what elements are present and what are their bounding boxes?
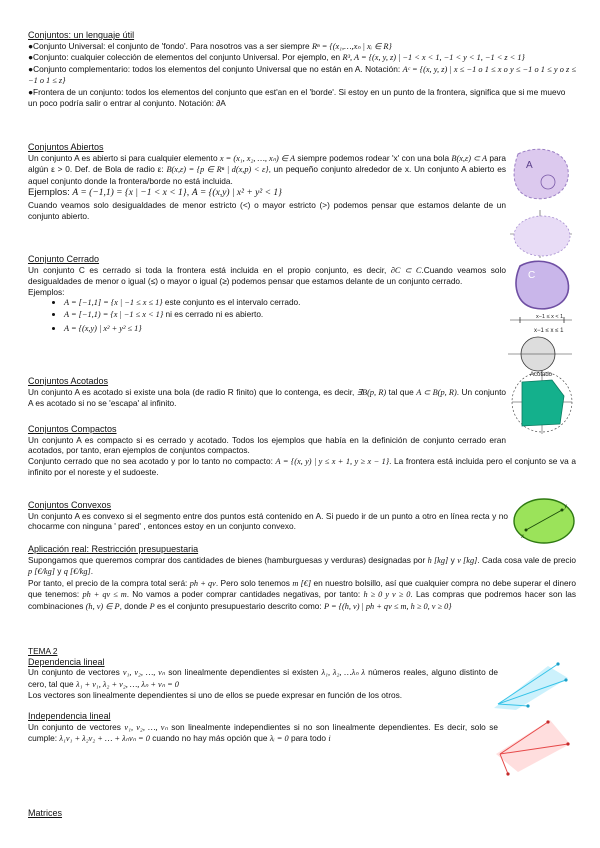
independencia-def	[28, 722, 498, 745]
abiertos-nota: Cuando veamos solo desigualdades de menor estricto (<) o mayor estricto (>) podemos pensar que estamos delante de un conjunto abierto.	[28, 200, 506, 221]
aplicacion-p2	[28, 578, 576, 613]
aplicacion-text-4: y	[57, 566, 62, 577]
aplicacion-text-5: .	[90, 566, 94, 577]
ind-text-1: Un conjunto de vectores	[28, 721, 121, 732]
figure-interval-label-2: x−1 ≤ x < 1	[536, 314, 564, 320]
abiertos-ejemplos-sep: ,	[186, 187, 190, 199]
formula-nonnegative: h ≥ 0 y v ≥ 0	[363, 590, 411, 600]
formula-conjunto: R³, A = {(x, y, z) | −1 < x < 1, −1 < y < 1, −1 < z < 1}	[342, 53, 525, 63]
formula-vectors-2: v₁, v₂, …, vₙ	[124, 722, 168, 732]
abiertos-ejemplos	[28, 186, 506, 200]
heading-compactos: Conjuntos Compactos	[28, 424, 117, 434]
figure-closed-intervals	[506, 310, 574, 372]
section-aplicacion	[28, 544, 576, 613]
formula-complementario: Aᶜ = {(x, y, z) | x ≤ −1 o 1 ≤ x o y ≤ −1 o 1 ≤ y o z ≤ −1 o 1 ≤ z}	[28, 64, 576, 86]
abiertos-text-5: , un	[268, 164, 283, 175]
aplicacion-text-7: . Pero solo tenemos	[215, 577, 290, 588]
formula-price-p: p [€/kg]	[28, 567, 55, 577]
formula-v-kg: v [kg]	[457, 555, 478, 565]
abiertos-text-3: con una bola	[401, 152, 450, 163]
section-compactos	[28, 424, 576, 478]
heading-independencia: Independencia lineal	[28, 710, 111, 721]
section-intro	[28, 30, 576, 108]
formula-ball-def: B(x,ε) = {p ∈ Rⁿ | d(x,p) < ε}	[166, 165, 269, 175]
acotados-text-1: Un conjunto A es acotado si existe una bola (de radio R finito) que lo contenga, es decir,	[28, 386, 355, 397]
list-item	[64, 297, 506, 309]
formula-h-kg: h [kg]	[427, 555, 449, 565]
heading-acotados: Conjuntos Acotados	[28, 376, 109, 386]
formula-budget-constraint: ph + qv ≤ m	[82, 590, 127, 600]
formula-exists-ball: ∃B(p, R)	[356, 387, 387, 397]
figure-closed-set-label: C	[528, 270, 536, 281]
def-conjunto-text: ●Conjunto: cualquier colección de elementos del conjunto Universal. Por ejemplo, en	[28, 52, 341, 63]
section-cerrado	[28, 254, 506, 336]
figure-independent-vectors	[488, 714, 572, 776]
formula-lambdas: λ₁, λ₂, …λₙ λ	[321, 668, 365, 678]
aplicacion-text-12: es el conjunto presupuestario descrito como:	[157, 600, 322, 611]
figure-dependent-vectors	[488, 656, 572, 712]
ind-text-2: son linealmente independientes si no son linealmente dependientes. Es decir, solo se cumple:	[28, 721, 499, 744]
aplicacion-p1	[28, 555, 576, 578]
ind-text-4: para todo	[290, 733, 327, 744]
dep-text-3: números reales, alguno distinto de cero, tal que	[28, 667, 498, 689]
aplicacion-text-10: . Las compras que podremos hacer son las combinaciones	[28, 589, 577, 611]
list-item	[64, 321, 506, 336]
dep-text-2: son linealmente dependientes si existen	[168, 667, 319, 678]
abiertos-text-4: para algún ε > 0. Def. de Bola de radio ε:	[28, 152, 506, 175]
figure-convex-x: x	[521, 532, 525, 540]
figure-bounded-label: Acotado	[530, 372, 553, 378]
def-conjunto	[28, 52, 576, 64]
section-convexos	[28, 500, 508, 532]
convexos-def: Un conjunto A es convexo si el segmento entre dos puntos está contenido en A. Si puedo ir de un punto a otro en línea recta y no chocarme con ninguna ' pared' , entonces estoy en un conjunto convexo.	[28, 510, 508, 532]
formula-lambda-zero: λᵢ = 0	[269, 734, 289, 744]
abiertos-text-1: Un conjunto A es abierto si para cualquier elemento	[28, 152, 218, 163]
formula-price-q: q [€/kg]	[63, 567, 91, 577]
aplicacion-text-6: Por tanto, el precio de la compra total será:	[28, 577, 188, 588]
acotados-text-2: tal que	[388, 386, 414, 397]
cerrado-examples-list	[28, 297, 506, 335]
acotados-text-3: . Un conjunto A es acotado si no se 'escapa' al infinito.	[28, 386, 507, 409]
list-item	[64, 309, 506, 321]
cerrado-item-text: ni es cerrado ni es abierto.	[163, 308, 264, 319]
formula-budget-set: P = {(h, v) | ph + qv ≤ m, h ≥ 0, v ≥ 0}	[323, 601, 452, 611]
def-complementario-text: ●Conjunto complementario: todos los elementos del conjunto Universal que no están en A. Notación:	[28, 63, 401, 74]
def-frontera: ●Frontera de un conjunto: todos los elementos del conjunto que est'an en el 'borde'. Si estoy en un punto de la frontera, significa que si me muevo un poco podría salir o entrar al conjunto. Notación: ∂A	[28, 86, 566, 108]
heading-dependencia: Dependencia lineal	[28, 656, 105, 667]
heading-aplicacion: Aplicación real: Restricción presupuestaria	[28, 544, 199, 554]
formula-closed-disk: A = {(x,y) | x² + y² ≤ 1}	[64, 323, 142, 333]
heading-tema2: TEMA 2	[28, 646, 58, 656]
figure-interval-label: x−1 ≤ x ≤ 1	[534, 328, 564, 334]
heading-conjuntos: Conjuntos: un lenguaje útil	[28, 30, 135, 40]
figure-closed-set	[512, 256, 574, 314]
figure-open-set-label: A	[526, 160, 533, 171]
section-tema2	[28, 646, 498, 745]
cerrado-item-text: este conjunto es el intervalo cerrado.	[162, 297, 301, 308]
cerrado-text-2: .Cuando veamos solo desigualdades de menor o igual (≤) o mayor o igual (≥) podemos pensar que estamos delante de un conjunto cerrado.	[28, 264, 506, 287]
heading-convexos: Conjuntos Convexos	[28, 500, 112, 510]
formula-dependence: λ₁ + v₁, λ₂ + v₂, …, λₙ + vₙ = 0	[75, 679, 179, 689]
aplicacion-text-11: , donde	[119, 600, 148, 611]
figure-bounded-set	[508, 366, 574, 436]
formula-vectors: v₁, v₂, …, vₙ	[122, 668, 166, 678]
abiertos-text-6: pequeño conjunto alrededor de x. Un conjunto A abierto es aquel conjunto donde la frontera/borde no está incluida.	[28, 164, 506, 186]
formula-hv-in-p: (h, v) ∈ P	[85, 601, 120, 611]
figure-open-set	[508, 146, 574, 206]
heading-cerrado: Conjunto Cerrado	[28, 254, 100, 264]
abiertos-text-2: siempre podemos rodear 'x'	[297, 152, 400, 163]
formula-ball-subset: B(x,ε) ⊂ A	[451, 153, 488, 163]
dependencia-def	[28, 667, 498, 690]
compactos-def: Un conjunto A es compacto si es cerrado y acotado. Todos los ejemplos que había en la definición de conjunto cerrado eran acotados, por tanto, eran ejemplos de conjuntos compactos.	[28, 434, 506, 456]
aplicacion-text-1: Supongamos que queremos comprar dos cantidades de bienes (hamburguesas y verduras) designadas por	[28, 554, 426, 565]
figure-convex-set	[512, 496, 576, 546]
formula-x-in-a: x = (x₁, x₂, …, xₙ) ∈ A	[219, 153, 296, 163]
spacer	[28, 701, 498, 711]
aplicacion-text-3: . Cada cosa vale de precio	[477, 554, 577, 565]
formula-a-subset-ball: A ⊂ B(p, R)	[416, 387, 457, 397]
abiertos-def	[28, 153, 506, 187]
aplicacion-text-8: en nuestro bolsillo, así que cualquier compra no debe superar el dinero que tenemos:	[28, 577, 576, 600]
figure-open-disk	[506, 208, 574, 260]
dep-text-1: Un conjunto de vectores	[28, 667, 120, 678]
section-acotados	[28, 376, 506, 409]
cerrado-def	[28, 265, 506, 287]
def-complementario	[28, 64, 576, 87]
section-abiertos	[28, 142, 506, 222]
aplicacion-text-9: . No vamos a poder comprar cantidades negativas, por tanto:	[126, 589, 361, 600]
figure-convex-y: y	[564, 502, 568, 510]
formula-total-price: ph + qv	[189, 578, 216, 588]
acotados-def	[28, 387, 506, 409]
section-matrices	[28, 808, 62, 819]
formula-open-interval: A = (−1,1) = {x | −1 < x < 1}	[72, 188, 187, 199]
compactos-ejemplo	[28, 456, 576, 478]
formula-p: P	[149, 601, 155, 611]
formula-frontier-subset: ∂C ⊂ C	[390, 265, 422, 275]
formula-i: i	[328, 734, 331, 744]
formula-universal: Rⁿ = {(x₁,…,xₙ | xᵢ ∈ R}	[311, 41, 392, 51]
def-universal	[28, 41, 576, 53]
heading-matrices: Matrices	[28, 808, 63, 818]
formula-open-disk: A = {(x,y) | x² + y² < 1}	[191, 188, 282, 199]
aplicacion-text-2: y	[450, 554, 455, 565]
heading-abiertos: Conjuntos Abiertos	[28, 142, 104, 152]
cerrado-text-1: Un conjunto C es cerrado si toda la frontera está incluida en el propio conjunto, es decir,	[28, 264, 387, 275]
formula-independence: λ₁v₁ + λ₂v₂ + … + λₙvₙ = 0	[59, 734, 150, 744]
cerrado-ejemplos-label: Ejemplos:	[28, 286, 65, 297]
abiertos-ejemplos-label: Ejemplos:	[28, 187, 70, 199]
dependencia-nota: Los vectores son linealmente dependientes si uno de ellos se puede expresar en función de los otros.	[28, 690, 403, 701]
ind-text-3: cuando no hay más opción que	[152, 733, 268, 744]
formula-halfopen-interval: A = [−1,1) = {x | −1 ≤ x < 1}	[64, 309, 164, 319]
compactos-text-1: Conjunto cerrado que no sea acotado y por lo tanto no compacto:	[28, 455, 273, 466]
formula-strip: A = {(x, y) | y ≤ x + 1, y ≥ x − 1}	[275, 456, 390, 466]
formula-closed-interval: A = [−1,1] = {x | −1 ≤ x ≤ 1}	[64, 298, 163, 308]
compactos-text-2: . La frontera está incluida pero el conjunto se va a infinito por el noreste y el sudoeste.	[28, 455, 576, 478]
def-universal-text: ●Conjunto Universal: el conjunto de 'fondo'. Para nosotros vas a ser siempre	[28, 40, 310, 51]
formula-money-m: m [€]	[292, 578, 312, 588]
